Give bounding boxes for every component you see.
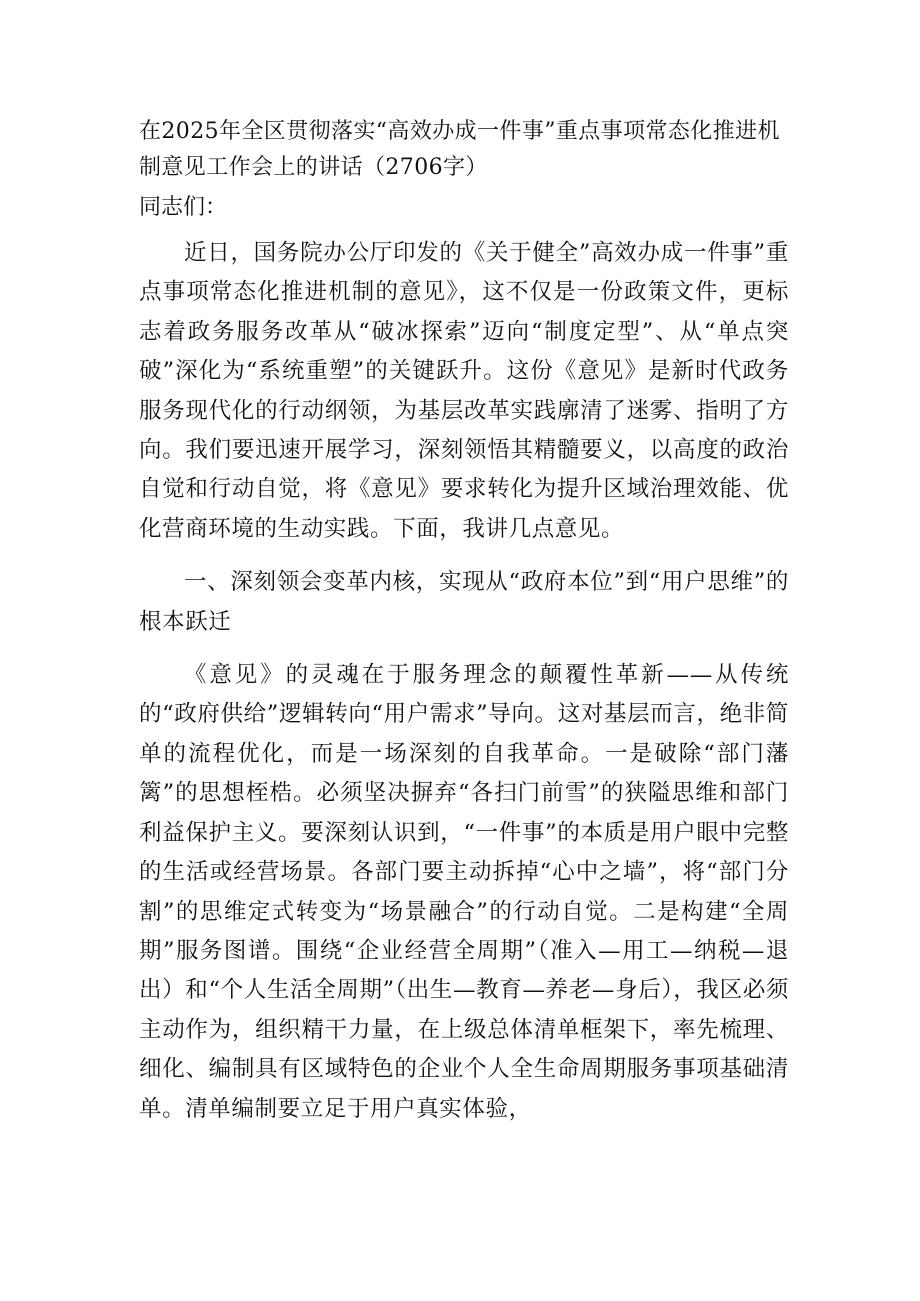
paragraph-intro: 近日，国务院办公厅印发的《关于健全”高效办成一件事”重点事项常态化推进机制的意见》，这不仅是一份政策文件，更标志着政务服务改革从“破冰探索”迈向“制度定型”、从“单点突破”深化为“系统重塑”的关键跃升。这份《意见》是新时代政务服务现代化的行动纲领，为基层改革实践廓清了迷雾、指明了方向。我们要迅速开展学习，深刻领悟其精髓要义，以高度的政治自觉和行动自觉，将《意见》要求转化为提升区域治理效能、优化营商环境的生动实践。下面，我讲几点意见。 [139,240,789,542]
document-body [139,114,789,1143]
salutation: 同志们： [139,195,228,220]
section-heading-1: 一、深刻领会变革内核，实现从“政府本位”到“用户思维”的根本跃迁 [139,569,789,635]
paragraph-section-1: 《意见》的灵魂在于服务理念的颠覆性革新——从传统的“政府供给”逻辑转向“用户需求”导向。这对基层而言，绝非简单的流程优化，而是一场深刻的自我革命。一是破除“部门藩篱”的思想桎梏。必须坚决摒弃“各扫门前雪”的狭隘思维和部门利益保护主义。要深刻认识到，“一件事”的本质是用户眼中完整的生活或经营场景。各部门要主动拆掉“心中之墙”，将“部门分割”的思维定式转变为“场景融合”的行动自觉。二是构建“全周期”服务图谱。围绕“企业经营全周期”（准入—用工—纳税—退出）和“个人生活全周期”（出生—教育—养老—身后），我区必须主动作为，组织精干力量，在上级总体清单框架下，率先梳理、细化、编制具有区域特色的企业个人全生命周期服务事项基础清单。清单编制要立足于用户真实体验， [139,662,789,1122]
document-title: 在2025年全区贯彻落实“高效办成一件事”重点事项常态化推进机制意见工作会上的讲话（2706字） [139,119,780,180]
